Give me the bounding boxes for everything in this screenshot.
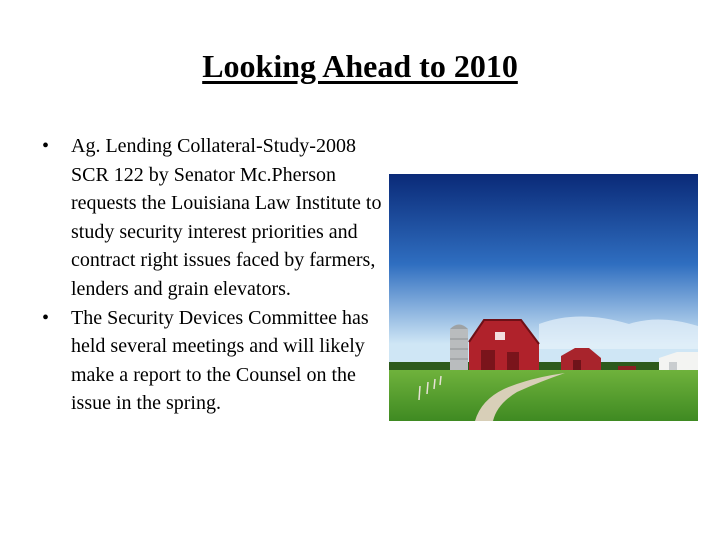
red-barn-farm-photo xyxy=(389,174,698,421)
bullet-list xyxy=(42,132,387,418)
treeline xyxy=(389,362,698,370)
bullet-icon: • xyxy=(42,135,50,157)
silo xyxy=(450,325,468,374)
bullet-text: Ag. Lending Collateral-Study-2008 SCR 122 by Senator Mc.Pherson requests the Louisiana Law Institute to study security interest priorities and contract right issues faced by farmers, lenders and grain elevators. xyxy=(71,135,382,300)
bullet-text: The Security Devices Committee has held several meetings and will likely make a report to the Counsel on the issue in the spring. xyxy=(71,306,369,415)
bullet-item xyxy=(42,132,387,304)
slide-title: Looking Ahead to 2010 xyxy=(202,48,518,84)
bullet-icon: • xyxy=(42,306,50,329)
cloud xyxy=(539,317,698,350)
bullet-item xyxy=(42,304,387,418)
